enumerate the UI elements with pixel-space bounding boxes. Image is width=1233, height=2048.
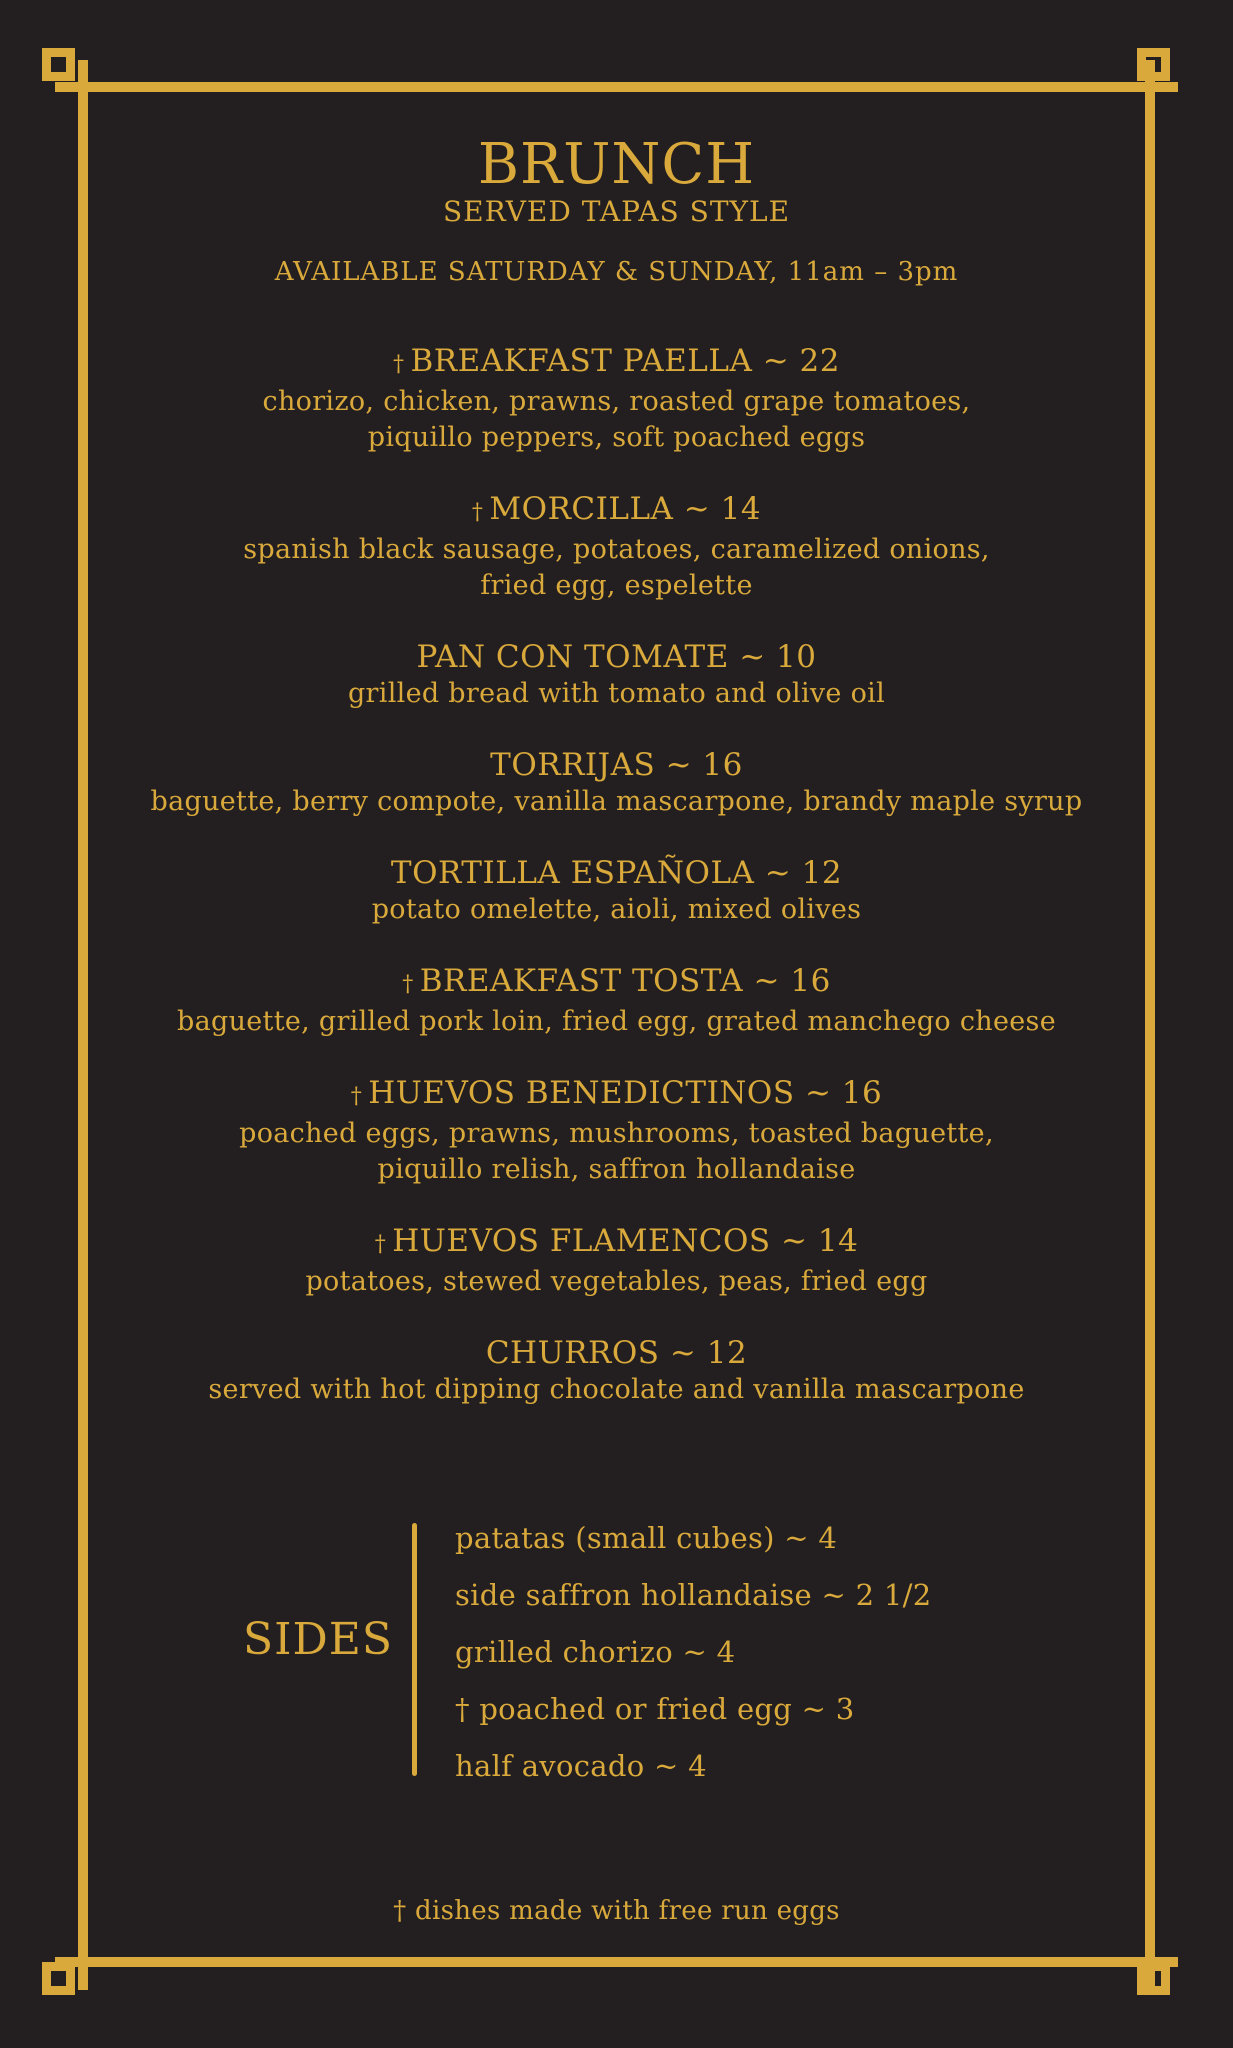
menu-item — [0, 342, 1233, 456]
side-item: † poached or fried egg ~ 3 — [455, 1692, 855, 1726]
sides-divider — [412, 1523, 417, 1776]
side-item: patatas (small cubes) ~ 4 — [455, 1521, 838, 1555]
side-item: side saffron hollandaise ~ 2 1/2 — [455, 1578, 932, 1612]
menu-item-name: TORTILLA ESPAÑOLA ~ 12 — [390, 855, 843, 891]
menu-item-description: grilled bread with tomato and olive oil — [347, 678, 886, 709]
side-item: half avocado ~ 4 — [455, 1749, 707, 1783]
free-run-eggs-footnote: † dishes made with free run eggs — [393, 1896, 840, 1926]
menu-item — [0, 1222, 1233, 1300]
menu-items — [0, 342, 1233, 1442]
menu-item — [0, 638, 1233, 712]
availability-note: AVAILABLE SATURDAY & SUNDAY, 11am – 3pm — [274, 257, 959, 287]
menu-item — [0, 1074, 1233, 1188]
menu-item-description: potato omelette, aioli, mixed olives — [371, 894, 862, 925]
menu-item-name: † HUEVOS BENEDICTINOS ~ 16 — [350, 1075, 883, 1111]
frame-bottom-border — [55, 1957, 1178, 1967]
menu-item-name: † MORCILLA ~ 14 — [471, 491, 762, 527]
menu-item-name: † BREAKFAST TOSTA ~ 16 — [402, 963, 831, 999]
menu-item-description: baguette, berry compote, vanilla mascarpone, brandy maple syrup — [150, 786, 1083, 817]
corner-ornament-top-right — [1137, 48, 1170, 81]
menu-item-description: spanish black sausage, potatoes, caramelized onions, — [243, 534, 990, 565]
free-run-egg-marker: † — [350, 1084, 363, 1109]
corner-ornament-bottom-left — [42, 1962, 75, 1995]
menu-item — [0, 490, 1233, 604]
menu-item-name: CHURROS ~ 12 — [485, 1335, 748, 1371]
sides-heading: SIDES — [243, 1614, 394, 1665]
sides-list — [455, 1510, 931, 1795]
free-run-egg-marker: † — [402, 972, 414, 997]
free-run-egg-marker: † — [393, 352, 405, 377]
side-item: grilled chorizo ~ 4 — [455, 1635, 736, 1669]
menu-item — [0, 746, 1233, 820]
menu-item-name: PAN CON TOMATE ~ 10 — [416, 639, 817, 675]
menu-subtitle: SERVED TAPAS STYLE — [442, 195, 791, 228]
free-run-egg-marker: † — [471, 500, 484, 525]
menu-item-description: potatoes, stewed vegetables, peas, fried egg — [305, 1266, 928, 1297]
menu-item-name: † HUEVOS FLAMENCOS ~ 14 — [374, 1223, 859, 1259]
corner-ornament-top-left — [42, 48, 75, 81]
menu-item-description: piquillo relish, saffron hollandaise — [377, 1154, 856, 1185]
menu-item-name: † BREAKFAST PAELLA ~ 22 — [393, 343, 840, 379]
menu-item — [0, 854, 1233, 928]
corner-ornament-bottom-right — [1137, 1962, 1170, 1995]
menu-item-description: poached eggs, prawns, mushrooms, toasted baguette, — [239, 1118, 994, 1149]
menu-title: BRUNCH — [477, 132, 756, 197]
frame-top-border — [55, 82, 1178, 92]
menu-item-name: TORRIJAS ~ 16 — [490, 747, 743, 783]
free-run-egg-marker: † — [374, 1232, 387, 1257]
menu-item-description: fried egg, espelette — [480, 570, 753, 601]
menu-item-description: piquillo peppers, soft poached eggs — [367, 422, 866, 453]
menu-item-description: chorizo, chicken, prawns, roasted grape tomatoes, — [262, 386, 971, 417]
menu-item-description: baguette, grilled pork loin, fried egg, grated manchego cheese — [177, 1006, 1056, 1037]
menu-item — [0, 1334, 1233, 1408]
menu-item-description: served with hot dipping chocolate and vanilla mascarpone — [208, 1374, 1025, 1405]
menu-item — [0, 962, 1233, 1040]
